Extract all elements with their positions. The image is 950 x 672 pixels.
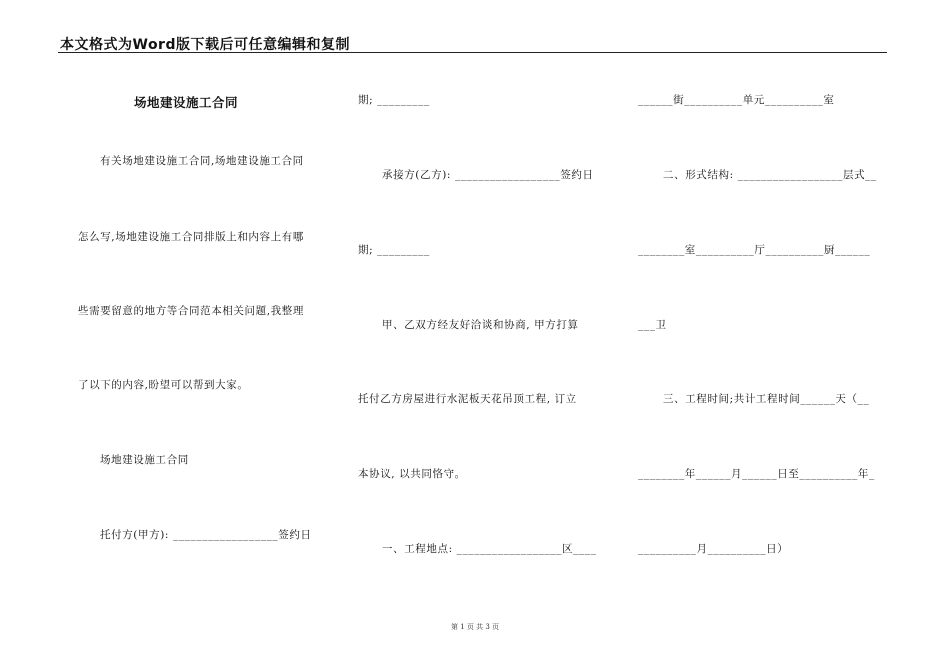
col2-line-4: 甲、乙双方经友好洽谈和协商, 甲方打算 <box>382 319 579 331</box>
col1-line-5: 场地建设施工合同 <box>100 454 189 466</box>
col2-line-6: 本协议, 以共同恪守。 <box>358 468 466 480</box>
col3-line-7: __________月__________日） <box>638 543 789 555</box>
col2-line-5: 托付乙方房屋进行水泥板天花吊顶工程, 订立 <box>358 393 577 405</box>
col2-line-7: 一、工程地点: __________________区____ <box>382 543 597 555</box>
col3-line-1: ______街__________单元__________室 <box>638 94 835 106</box>
col1-line-2: 怎么写,场地建设施工合同排版上和内容上有哪 <box>78 231 304 243</box>
page-header-text: 本文格式为Word版下载后可任意编辑和复制 <box>60 37 350 53</box>
header-divider <box>58 52 887 53</box>
col1-line-3: 些需要留意的地方等合同范本相关问题,我整理 <box>78 305 304 317</box>
col2-line-1: 期; _________ <box>358 94 430 106</box>
col2-line-2: 承接方(乙方): __________________签约日 <box>382 169 594 181</box>
col3-line-6: ________年______月______日至__________年_ <box>638 468 875 480</box>
col1-line-4: 了以下的内容,盼望可以帮到大家。 <box>78 379 249 391</box>
col1-line-6: 托付方(甲方): __________________签约日 <box>100 529 312 541</box>
document-title: 场地建设施工合同 <box>134 95 239 110</box>
col3-line-5: 三、工程时间;共计工程时间______天（__ <box>663 393 870 405</box>
col3-line-2: 二、形式结构: __________________层式__ <box>663 169 877 181</box>
col1-line-1: 有关场地建设施工合同,场地建设施工合同 <box>100 155 304 167</box>
page-number-footer: 第 1 页 共 3 页 <box>450 623 500 631</box>
col3-line-3: ________室__________厅__________厨______ <box>638 244 871 256</box>
col2-line-3: 期; _________ <box>358 244 430 256</box>
col3-line-4: ___卫 <box>638 319 667 331</box>
